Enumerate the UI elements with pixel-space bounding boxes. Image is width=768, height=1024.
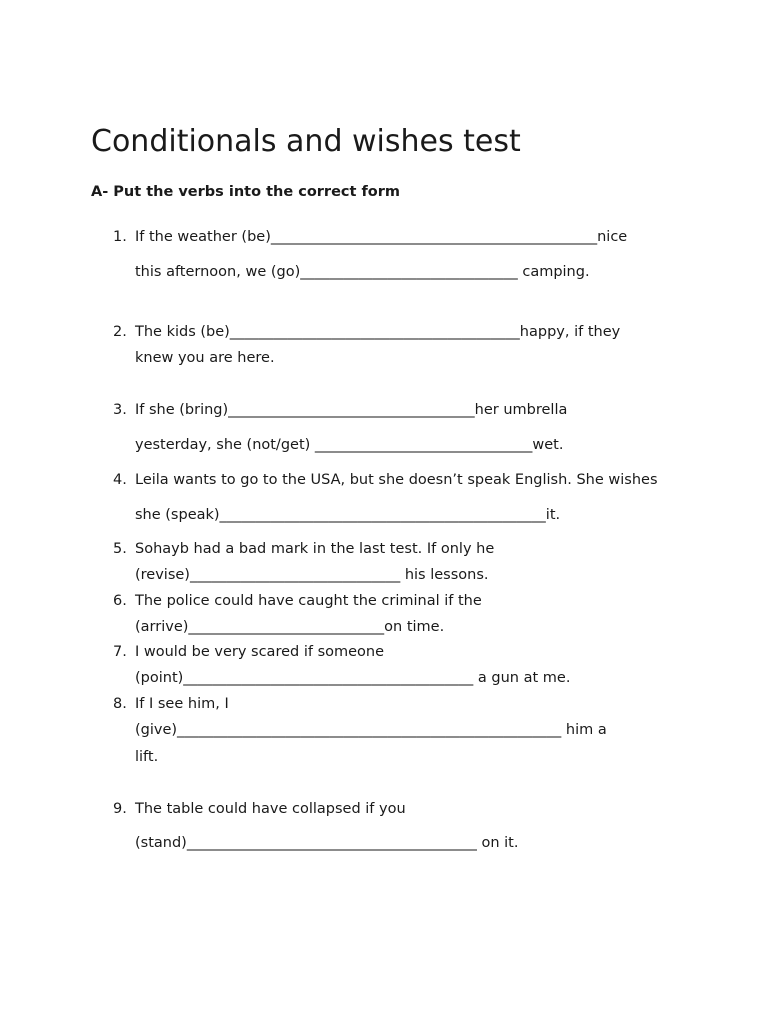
item-number: 5. bbox=[113, 541, 127, 557]
item-line: she (speak)_____________________________________________it. bbox=[135, 507, 561, 523]
item-number: 2. bbox=[113, 324, 127, 340]
item-line: I would be very scared if someone bbox=[135, 644, 385, 660]
item-line: (point)________________________________________ a gun at me. bbox=[135, 670, 571, 686]
item-line: If she (bring)__________________________________her umbrella bbox=[135, 402, 568, 418]
item-line: If I see him, I bbox=[135, 696, 229, 712]
item-line: (stand)________________________________________ on it. bbox=[135, 835, 519, 851]
item-number: 8. bbox=[113, 696, 127, 712]
page-title: Conditionals and wishes test bbox=[91, 124, 521, 159]
item-line: knew you are here. bbox=[135, 350, 275, 366]
item-line: this afternoon, we (go)______________________________ camping. bbox=[135, 264, 590, 280]
section-heading: A- Put the verbs into the correct form bbox=[91, 184, 401, 200]
item-number: 1. bbox=[113, 229, 127, 245]
item-line: (revise)_____________________________ his lessons. bbox=[135, 567, 489, 583]
item-number: 6. bbox=[113, 593, 127, 609]
item-line: Sohayb had a bad mark in the last test. If only he bbox=[135, 541, 495, 557]
item-number: 9. bbox=[113, 801, 127, 817]
item-number: 3. bbox=[113, 402, 127, 418]
item-number: 7. bbox=[113, 644, 127, 660]
item-line: The table could have collapsed if you bbox=[135, 801, 406, 817]
item-line: The police could have caught the criminal if the bbox=[135, 593, 482, 609]
item-line: Leila wants to go to the USA, but she doesn’t speak English. She wishes bbox=[135, 472, 658, 488]
item-line: (arrive)___________________________on time. bbox=[135, 619, 445, 635]
item-line: yesterday, she (not/get) ______________________________wet. bbox=[135, 437, 564, 453]
item-line: (give)_____________________________________________________ him a bbox=[135, 722, 607, 738]
item-line: lift. bbox=[135, 749, 159, 765]
item-line: If the weather (be)_____________________________________________nice bbox=[135, 229, 628, 245]
item-line: The kids (be)________________________________________happy, if they bbox=[135, 324, 621, 340]
item-number: 4. bbox=[113, 472, 127, 488]
